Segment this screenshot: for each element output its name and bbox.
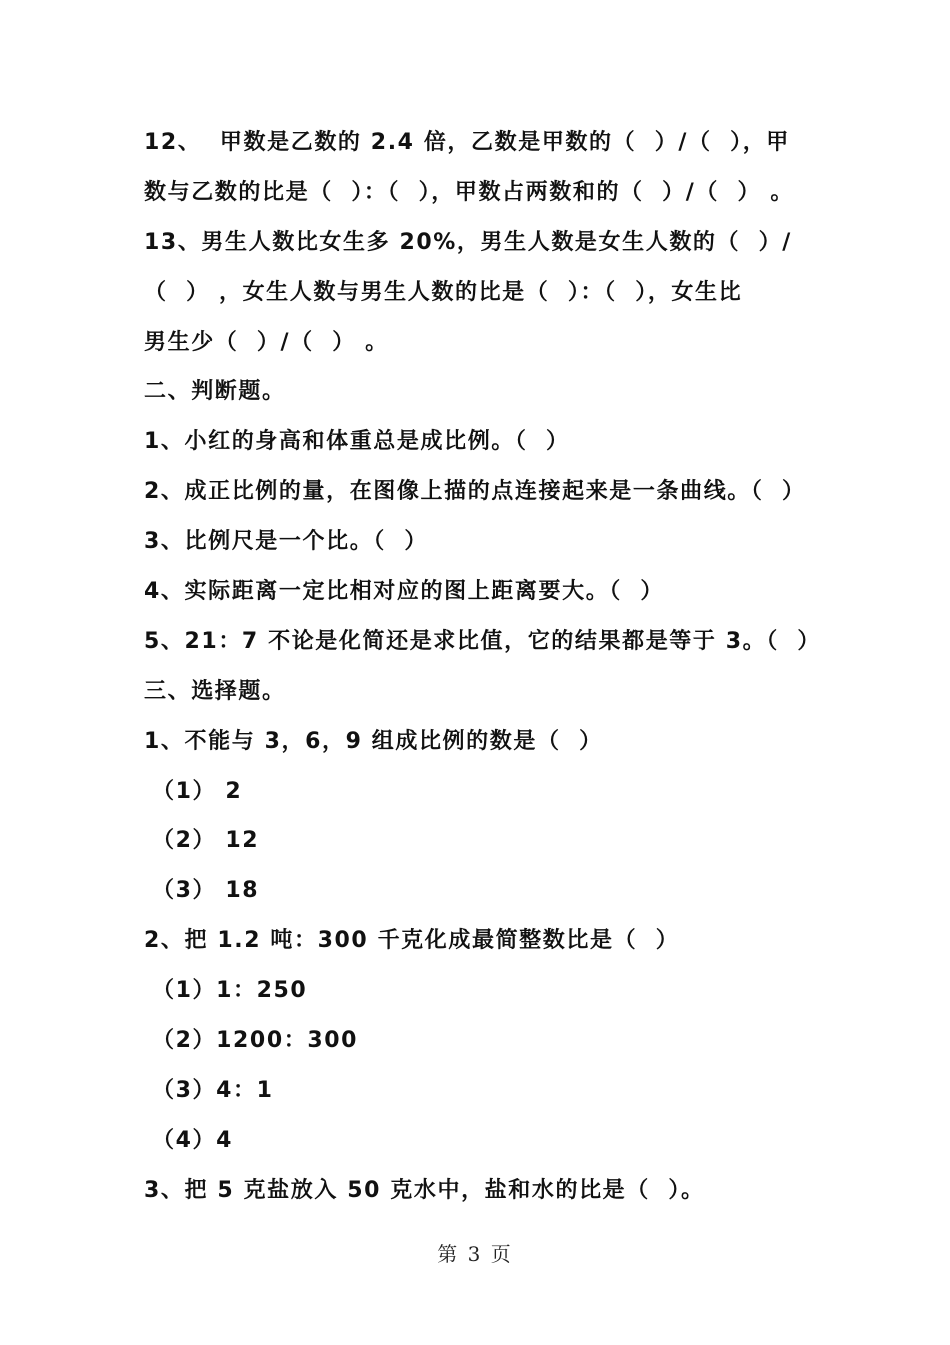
judgment-item-1: 1、小红的身高和体重总是成比例。（ ） (144, 429, 570, 455)
question-13-line-2: （ ） ，女生人数与男生人数的比是（ ）：（ ），女生比 (144, 279, 743, 305)
page-content (144, 118, 824, 1216)
choice-2-option-1: （1）1：250 (152, 978, 308, 1004)
choice-2-option-3: （3）4：1 (152, 1077, 274, 1103)
question-12-line-1: 12、 甲数是乙数的 2.4 倍，乙数是甲数的（ ）/（ ），甲 (144, 130, 790, 155)
judgment-item-5: 5、21：7 不论是化简还是求比值，它的结果都是等于 3。（ ） (144, 628, 821, 654)
question-12-line-2: 数与乙数的比是（ ）：（ ），甲数占两数和的（ ）/（ ） 。 (144, 179, 794, 205)
choice-question-2: 2、把 1.2 吨：300 千克化成最简整数比是（ ） (144, 928, 680, 954)
section-heading-judgment: 二、判断题。 (144, 379, 286, 405)
page-number: 第 3 页 (437, 1242, 513, 1266)
choice-1-option-3: （3） 18 (152, 878, 260, 904)
choice-question-1: 1、不能与 3，6，9 组成比例的数是（ ） (144, 728, 603, 754)
choice-1-option-2: （2） 12 (152, 828, 260, 854)
section-heading-choice: 三、选择题。 (144, 678, 286, 704)
choice-question-3: 3、把 5 克盐放入 50 克水中，盐和水的比是（ ）。 (144, 1177, 705, 1203)
judgment-item-4: 4、实际距离一定比相对应的图上距离要大。（ ） (144, 579, 665, 605)
choice-2-option-2: （2）1200：300 (152, 1028, 359, 1054)
question-13-line-3: 男生少（ ）/（ ） 。 (144, 329, 389, 355)
judgment-item-3: 3、比例尺是一个比。（ ） (144, 529, 429, 555)
choice-2-option-4: （4）4 (152, 1127, 234, 1153)
choice-1-option-1: （1） 2 (152, 778, 243, 804)
judgment-item-2: 2、成正比例的量，在图像上描的点连接起来是一条曲线。（ ） (144, 479, 806, 505)
question-13-line-1: 13、男生人数比女生多 20%，男生人数是女生人数的（ ）/ (144, 229, 792, 255)
